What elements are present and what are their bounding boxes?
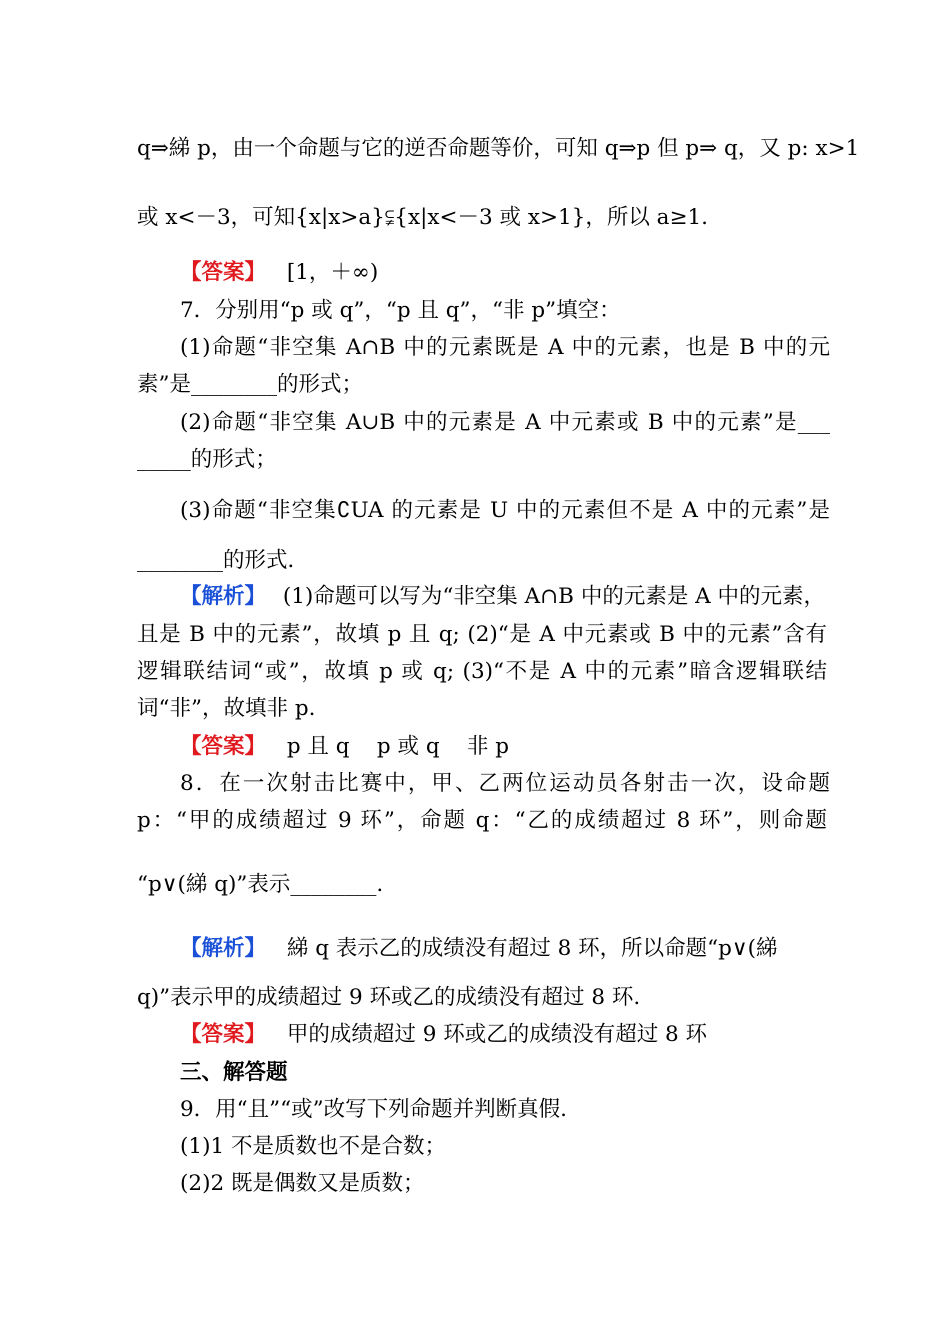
question-8-title: 8．在一次射击比赛中，甲、乙两位运动员各射击一次，设命题 [180,771,830,796]
answer-tag: 【答案】 [180,734,267,759]
analysis-line-2 [180,934,830,964]
question-9-title: 9．用“且”“或”改写下列命题并判断真假. [180,1097,567,1122]
text-line-14: 词“非”，故填非 p. [137,696,316,721]
analysis-text: 綈 q 表示乙的成绩没有超过 8 环，所以命题“p∨(綈 [286,936,778,961]
answer-tag: 【答案】 [180,260,267,285]
text-line-17: p：“甲的成绩超过 9 环”，命题 q：“乙的成绩超过 8 环”，则命题 [137,808,827,833]
text-line-10: ________的形式． [137,548,310,573]
text-line-1: q⇒綈 p，由一个命题与它的逆否命题等价，可知 q⇒p 但 p⇒ q，又 p: x>1 [137,136,860,161]
answer-line-2 [180,732,830,762]
text-line-6: 素”是________的形式； [137,372,363,397]
analysis-tag: 【解析】 [180,584,267,609]
analysis-line-1 [180,582,830,612]
text-line-5: (1)命题“非空集 A∩B 中的元素既是 A 中的元素，也是 B 中的元 [180,335,830,360]
answer-text: 甲的成绩超过 9 环或乙的成绩没有超过 8 环 [286,1022,708,1047]
answer-line-3 [180,1020,830,1050]
text-line-18: “p∨(綈 q)”表示________. [137,872,384,897]
text-line-13: 逻辑联结词“或”，故填 p 或 q; (3)“不是 A 中的元素”暗含逻辑联结 [137,659,827,684]
analysis-text: (1)命题可以写为“非空集 A∩B 中的元素是 A 中的元素， [282,584,826,609]
section-heading: 三、解答题 [180,1060,288,1085]
text-line-9: (3)命题“非空集∁UA 的元素是 U 中的元素但不是 A 中的元素”是 [180,498,830,523]
text-line-7: (2)命题“非空集 A∪B 中的元素是 A 中元素或 B 中的元素”是___ [180,410,830,435]
answer-text: [1，＋∞) [286,260,379,285]
text-line-12: 且是 B 中的元素”，故填 p 且 q; (2)“是 A 中元素或 B 中的元素”含有 [137,622,827,647]
text-line-24: (1)1 不是质数也不是合数； [180,1134,446,1159]
text-line-8: _____的形式； [137,447,277,472]
text-line-25: (2)2 既是偶数又是质数； [180,1171,425,1196]
analysis-tag: 【解析】 [180,936,267,961]
text-line-20: q)”表示甲的成绩超过 9 环或乙的成绩没有超过 8 环. [137,985,641,1010]
text-line-2: 或 x<－3，可知{x|x>a}⫋{x|x<－3 或 x>1}，所以 a≥1. [137,205,709,230]
answer-tag: 【答案】 [180,1022,267,1047]
question-7-title: 7．分别用“p 或 q”，“p 且 q”，“非 p”填空： [180,298,621,323]
answer-text: p 且 q p 或 q 非 p [286,734,510,759]
answer-line-1 [180,258,830,288]
